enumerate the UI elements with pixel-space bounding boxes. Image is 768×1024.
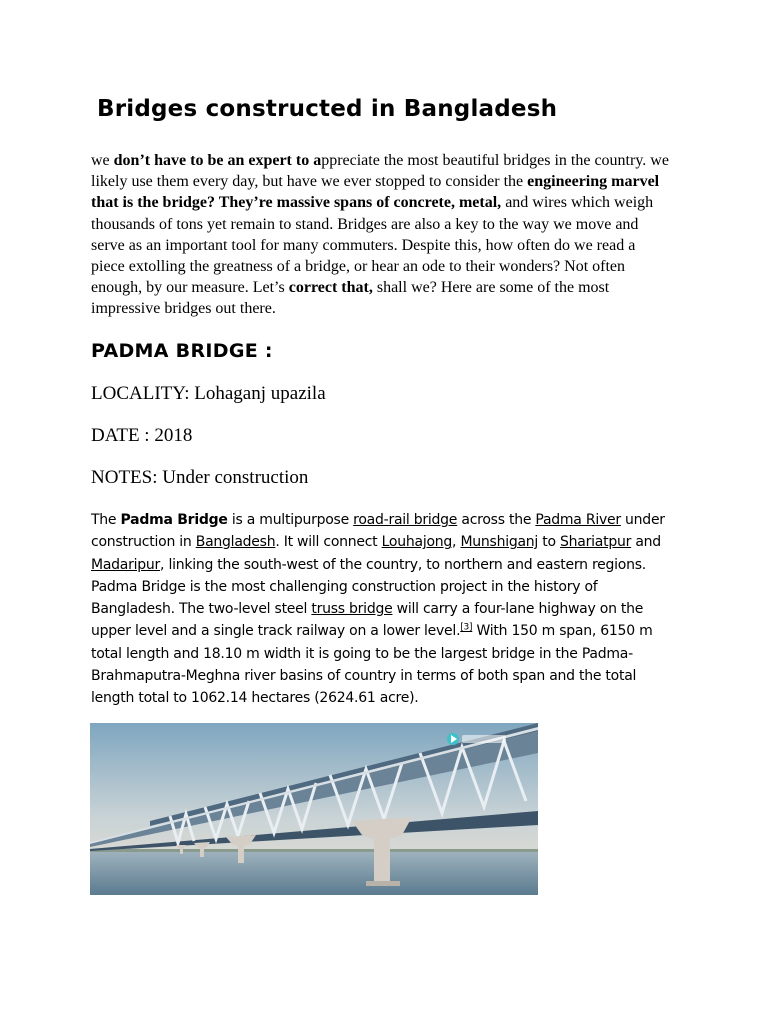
wiki-link[interactable]: Munshiganj <box>460 534 539 551</box>
page-title: Bridges constructed in Bangladesh <box>97 96 558 122</box>
padma-bridge-image <box>90 723 538 895</box>
wiki-link[interactable]: Bangladesh <box>195 534 276 551</box>
intro-text-run: shall we? Here are some of the most impressive bridges out there. <box>91 279 610 318</box>
body-text-run: to <box>538 534 561 551</box>
body-text-run: With 150 m span, 6150 m total length and 18.10 m width it is going to be the largest bridge in the Padma-Brahmaputra-Meghna river basins of country in terms of both span and the total length total to 1062.14 hectares (2624.61 acre). <box>91 623 653 707</box>
intro-bold-run: engineering marvel that is the bridge? They’re massive spans of concrete, metal, <box>91 173 660 212</box>
body-text-run: and <box>631 534 661 551</box>
intro-text-run: we <box>91 152 114 169</box>
body-text-run: under construction in <box>91 512 665 551</box>
date-line: DATE : 2018 <box>91 425 193 446</box>
wiki-link[interactable]: Padma River <box>535 512 621 528</box>
bold-term: Padma Bridge <box>120 512 228 528</box>
locality-line: LOCALITY: Lohaganj upazila <box>91 383 326 404</box>
section-heading: PADMA BRIDGE : <box>91 340 273 362</box>
citation-link[interactable]: [3] <box>460 622 473 633</box>
wiki-link[interactable]: Madaripur <box>91 556 161 573</box>
bridge-illustration <box>90 723 538 895</box>
wiki-link[interactable]: truss bridge <box>311 601 393 618</box>
body-text-run: The <box>91 512 121 528</box>
intro-bold-run: don’t have to be an expert to a <box>113 152 322 169</box>
intro-bold-run: correct that, <box>288 279 373 297</box>
intro-paragraph <box>91 150 671 320</box>
wiki-link[interactable]: Louhajong <box>381 534 453 551</box>
body-text-run: is a multipurpose <box>227 512 354 528</box>
body-text-run: . It will connect <box>275 534 382 551</box>
body-text-run: across the <box>457 512 536 528</box>
intro-text-run: and wires which weigh thousands of tons yet remain to stand. Bridges are also a key to the way we move and serve as an important tool for many commuters. Despite this, how often do we read a piece extolling the greatness of a bridge, or hear an ode to their wonders? Not often enough, by our measure. Let’s <box>91 194 654 297</box>
wiki-link[interactable]: road-rail bridge <box>353 512 458 528</box>
body-text-run: will carry a four-lane highway on the upper level and a single track railway on a lower level. <box>91 601 644 640</box>
body-text-run: , linking the south-west of the country, to northern and eastern regions. Padma Bridge is the most challenging construction project in the history of Bangladesh. The two-level steel <box>91 556 646 618</box>
body-text-run: , <box>452 534 461 551</box>
notes-line: NOTES: Under construction <box>91 467 309 488</box>
bridge-description-paragraph <box>91 509 681 710</box>
intro-text-run: ppreciate the most beautiful bridges in the country. we likely use them every day, but have we ever stopped to consider the <box>91 152 669 191</box>
wiki-link[interactable]: Shariatpur <box>560 534 632 551</box>
